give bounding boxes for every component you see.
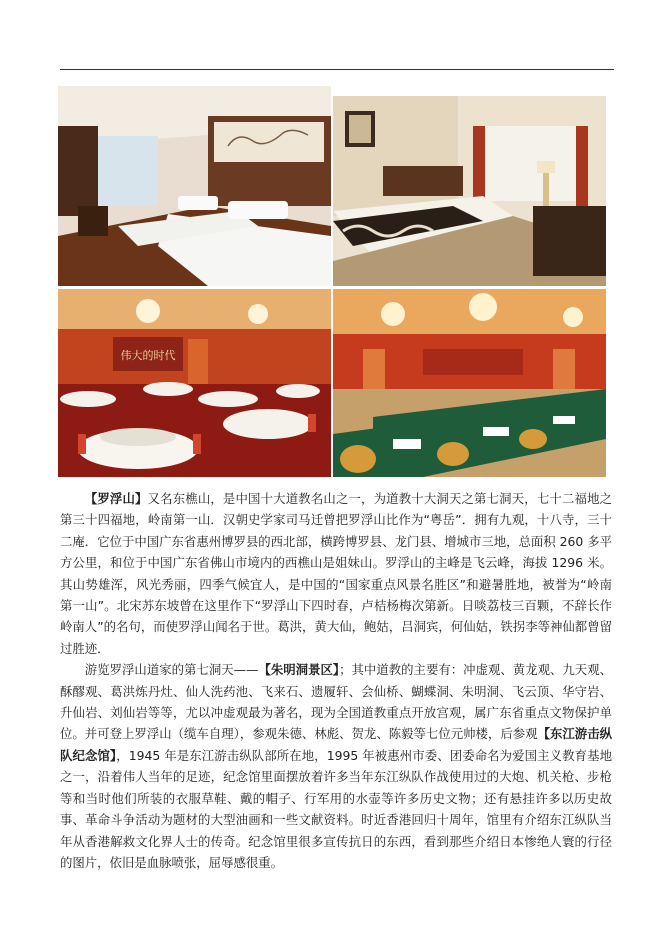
zhuming-cave-term: 【朱明洞景区】: [258, 662, 340, 678]
hotel-room-photo-1: [58, 86, 331, 286]
banquet-hall-photo: [58, 289, 331, 477]
luofushan-term: 【罗浮山】: [84, 491, 148, 506]
conference-hall-photo: [333, 289, 606, 477]
tour-text-3: ，1945 年是东江游击纵队部所在地，1995 年被惠州市委、团委命名为爱国主义教育基地之一，沿着伟人当年的足迹，纪念馆里面摆放着许多当年东江纵队作战使用过的大炮、机关枪、步枪等和当时他们所装的衣服草鞋、戴的帽子、行军用的水壶等许多历史文物；还有悬挂许多以历史故事、革命斗争活动为题材的大型油画和一些文献资料。时近香港回归十周年，馆里有介绍东江纵队当年从香港解救文化界人士的传奇。纪念馆里很多宣传抗日的东西，看到那些介绍日本惨绝人寰的行径的图片，依旧是血脉喷张，屈辱感很重。: [60, 747, 612, 870]
tour-text-2: ；其中道教的主要有：冲虚观、黄龙观、九天观、酥醪观、葛洪炼丹灶、仙人洗药池、飞来石、遗履轩、会仙桥、蝴蝶洞、朱明洞、飞云顶、华守岩、升仙岩、刘仙岩等等，尤以冲虚观最为著名，现为全国道教重点开放宫观，属广东省重点文物保护单位。并可登上罗浮山（缆车自理），参观朱德、林彪、贺龙、陈毅等七位元帅楼，后参观: [60, 662, 613, 742]
paragraph-tour: [60, 659, 612, 873]
dongjiang-memorial-term: 【东江游击纵队纪念馆】: [60, 726, 612, 763]
luofushan-text: 又名东樵山，是中国十大道教名山之一，为道教十大洞天之第七洞天，七十二福地之第三十四福地，岭南第一山．汉朝史学家司马迁曾把罗浮山比作为“粤岳”．拥有九观，十八寺，三十二庵．它位于中国广东省惠州博罗县的西北部，横跨博罗县、龙门县、增城市三地，总面积 260 多平方公里，和位于中国广东省佛山市境内的西樵山是姐妹山。罗浮山的主峰是飞云峰，海拔 1296 米。其山势雄浑，风光秀丽，四季气候宜人，是中国的“国家重点风景名胜区”和避暑胜地，被誉为“岭南第一山”。北宋苏东坡曾在这里作下“罗浮山下四时春，卢桔杨梅次第新。日啖荔枝三百颗，不辞长作岭南人”的名句，而使罗浮山闻名于世。葛洪，黄大仙，鲍姑，吕洞宾，何仙姑，铁拐李等神仙都曾留过胜迹．: [60, 491, 613, 656]
banner-text: 伟大的时代: [120, 349, 176, 362]
paragraph-luofushan: [60, 488, 612, 659]
tour-text-1: 游览罗浮山道家的第七洞天——: [84, 662, 259, 678]
hotel-room-photo-2: [333, 96, 606, 286]
header-rule: [60, 69, 614, 70]
article-body: [60, 488, 612, 873]
